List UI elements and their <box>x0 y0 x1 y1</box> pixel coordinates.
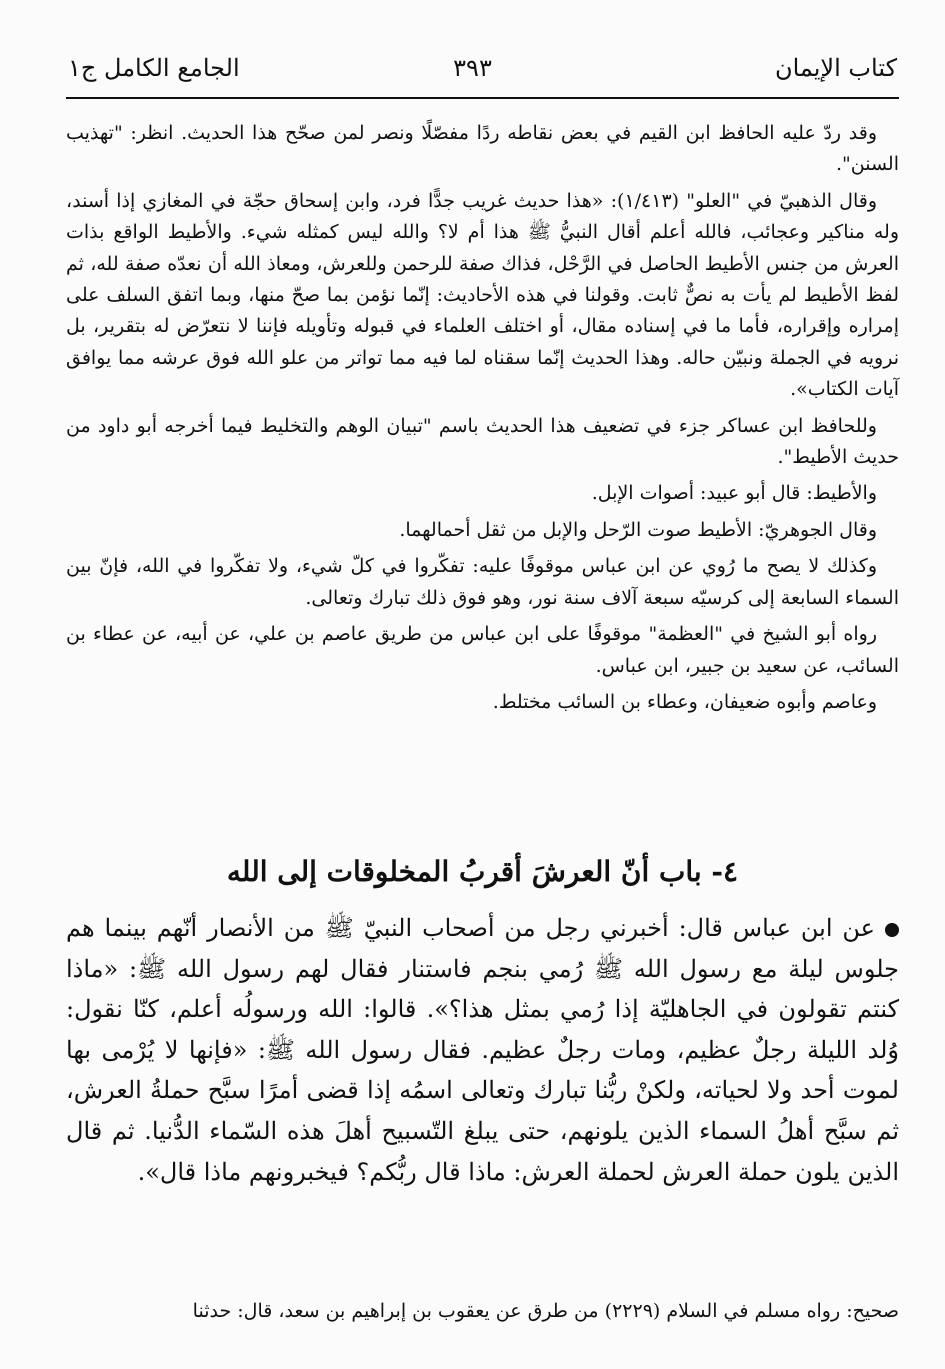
commentary-paragraph: وكذلك لا يصح ما رُوي عن ابن عباس موقوفًا عليه: تفكّروا في كلّ شيء، ولا تفكّروا في الله، فإنّ بين السماء السابعة إلى كرسيّه سبعة آلاف سنة نور، وهو فوق ذلك تبارك وتعالى. <box>66 555 899 609</box>
commentary-paragraph: وللحافظ ابن عساكر جزء في تضعيف هذا الحديث باسم "تبيان الوهم والتخليط فيما أخرجه أبو داود من حديث الأطيط". <box>66 414 899 469</box>
commentary-paragraph: رواه أبو الشيخ في "العظمة" موقوفًا على ابن عباس من طريق عاصم بن علي، عن أبيه، عن عطاء بن السائب، عن سعيد بن جبير، ابن عباس. <box>66 623 899 677</box>
commentary-paragraph: والأطيط: قال أبو عبيد: أصوات الإبل. <box>591 482 877 505</box>
takhrij-note: صحيح: رواه مسلم في السلام (٢٢٢٩) من طرق عن يعقوب بن إبراهيم بن سعد، قال: حدثنا <box>192 1300 899 1322</box>
commentary-paragraph: وقال الذهبيّ في "العلو" (١/٤١٣): «هذا حديث غريب جدًّا فرد، وابن إسحاق حجّة في المغازي إذا أسند، وله مناكير وعجائب، فالله أعلم أقال النبيُّ ﷺ هذا أم لا؟ والله ليس كمثله شيء. والأطيط الواقع بذات العرش من جنس الأطيط الحاصل في الرَّحْل، فذاك صفة للرحمن وللعرش، ومعاذ الله أن نعدّه صفة لله، ثم لفظ الأطيط لم يأت به نصٌّ ثابت. وقولنا في هذه الأحاديث: إنّما نؤمن بما صحّ منها، وبما اتفق السلف على إمراره وإقراره، فأما ما في إسناده مقال، أو اختلف العلماء في قبوله وتأويله فإننا لا نتعرّض له بتقرير، بل نرويه في الجملة ونبيّن حاله. وهذا الحديث إنّما سقناه لما فيه مما تواتر من علو الله فوق عرشه مما يوافق آيات الكتاب». <box>66 189 899 401</box>
page-number: ٣٩٣ <box>453 54 492 82</box>
bullet-icon <box>885 923 899 937</box>
running-header-volume: الجامع الكامل ج١ <box>68 54 240 82</box>
commentary-paragraph: وقد ردّ عليه الحافظ ابن القيم في بعض نقاطه ردًا مفصّلًا ونصر لمن صحّح هذا الحديث. انظر: "تهذيب السنن". <box>66 122 899 176</box>
chapter-heading: ٤- باب أنّ العرشَ أقربُ المخلوقات إلى الله <box>226 855 739 888</box>
commentary-paragraph: وعاصم وأبوه ضعيفان، وعطاء بن السائب مختلط. <box>492 690 877 713</box>
hadith-text <box>66 908 899 1192</box>
running-header-book-title: كتاب الإيمان <box>774 54 897 82</box>
hadith-body: عن ابن عباس قال: أخبرني رجل من أصحاب النبيّ ﷺ من الأنصار أنّهم بينما هم جلوس ليلة مع رسول الله ﷺ رُمي بنجم فاستنار فقال لهم رسول الله ﷺ: «ماذا كنتم تقولون في الجاهليّة إذا رُمي بمثل هذا؟». قالوا: الله ورسولُه أعلم، كنّا نقول: وُلد الليلة رجلٌ عظيم، ومات رجلٌ عظيم. فقال رسول الله ﷺ: «فإنها لا يُرْمى بها لموت أحد ولا لحياته، ولكنْ ربُّنا تبارك وتعالى اسمُه إذا قضى أمرًا سبَّح حملةُ العرش، ثم سبَّح أهلُ السماء الذين يلونهم، حتى يبلغ التّسبيح أهلَ هذه السّماء الدُّنيا. ثم قال الذين يلون حملة العرش لحملة العرش: ماذا قال ربُّكم؟ فيخبرونهم ماذا قال». <box>66 914 900 1186</box>
commentary-paragraph: وقال الجوهريّ: الأطيط صوت الرّحل والإبل من ثقل أحمالهما. <box>399 518 877 541</box>
header-rule <box>66 97 899 99</box>
commentary-text <box>66 118 899 723</box>
